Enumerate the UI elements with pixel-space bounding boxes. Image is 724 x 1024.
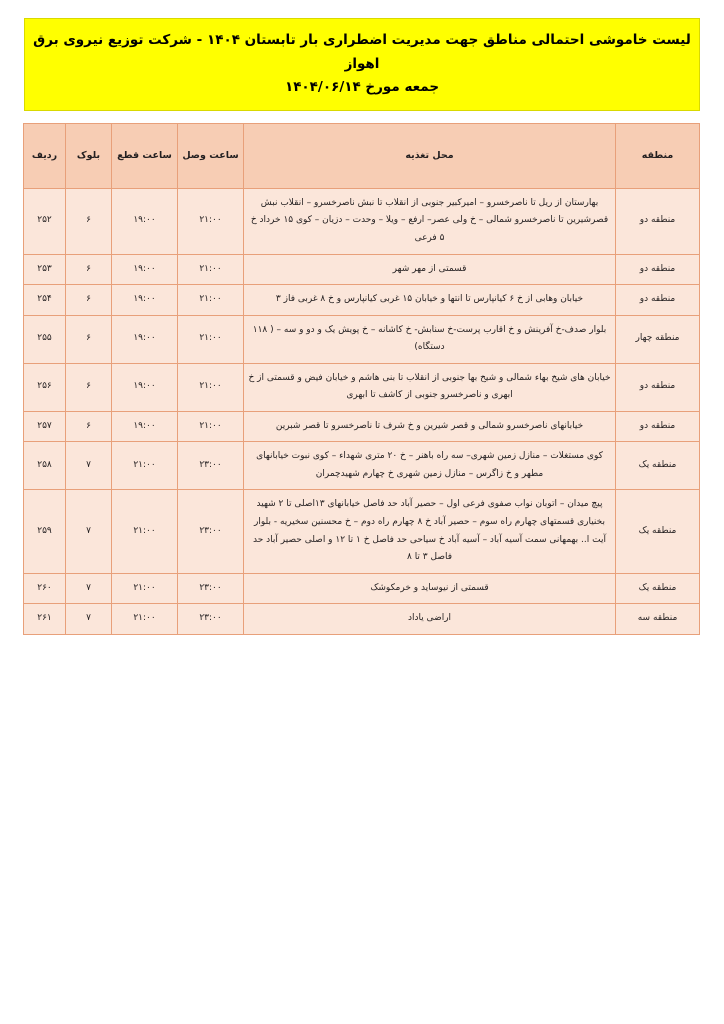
cell-off-time: ۱۹:۰۰ xyxy=(112,254,178,285)
column-header-on-time: ساعت وصل xyxy=(178,123,244,188)
cell-zone: منطقه دو xyxy=(616,254,700,285)
cell-on-time: ۲۱:۰۰ xyxy=(178,254,244,285)
cell-on-time: ۲۱:۰۰ xyxy=(178,363,244,411)
cell-feed-place: اراضی یاداد xyxy=(244,604,616,635)
title-banner xyxy=(24,18,700,111)
cell-row-number: ۲۵۲ xyxy=(24,188,66,254)
table-row xyxy=(24,285,700,316)
table-row xyxy=(24,442,700,490)
cell-on-time: ۲۳:۰۰ xyxy=(178,442,244,490)
document-title-line-2: جمعه مورخ ۱۴۰۴/۰۶/۱۴ xyxy=(284,79,440,96)
cell-on-time: ۲۱:۰۰ xyxy=(178,315,244,363)
cell-feed-place: پیچ میدان – اتوبان نواب صفوی فرعی اول – حصیر آباد حد فاصل خیابانهای ۱۳اصلی تا ۲ شهید بخنیاری قسمتهای چهارم راه سوم – حصیر آباد خ ۸ چهارم راه دوم – خ محسنین سخیریه - بلوار آیت ا.. بهمهانی سمت آسیه آباد – آسیه آباد خ سیاحی حد فاصل خ ۱ تا ۱۲ و اصلی حصیر آباد حد فاصل ۳ تا ۸ xyxy=(244,490,616,573)
cell-row-number: ۲۵۳ xyxy=(24,254,66,285)
document-title-line-1: لیست خاموشی احتمالی مناطق جهت مدیریت اضطراری بار تابستان ۱۴۰۴ - شرکت توزیع نیروی برق اهواز xyxy=(33,32,691,72)
cell-block: ۶ xyxy=(66,363,112,411)
cell-block: ۶ xyxy=(66,411,112,442)
cell-row-number: ۲۵۷ xyxy=(24,411,66,442)
cell-zone: منطقه دو xyxy=(616,188,700,254)
cell-feed-place: قسمتی از مهر شهر xyxy=(244,254,616,285)
cell-feed-place: بهارستان از ریل تا ناصرخسرو – امیرکبیر جنوبی از انقلاب تا نبش ناصرخسرو – انقلاب نبش قصرشیرین تا ناصرخسرو شمالی – خ ولی عصر– ارفع – ویلا – وحدت – دزیان – کوی ۱۵ خرداد خ ۵ فرعی xyxy=(244,188,616,254)
cell-on-time: ۲۱:۰۰ xyxy=(178,411,244,442)
cell-block: ۷ xyxy=(66,573,112,604)
cell-on-time: ۲۳:۰۰ xyxy=(178,604,244,635)
column-header-feed-place: محل تغذیه xyxy=(244,123,616,188)
table-body xyxy=(24,188,700,634)
cell-zone: منطقه یک xyxy=(616,573,700,604)
cell-on-time: ۲۳:۰۰ xyxy=(178,573,244,604)
column-header-row: ردیف xyxy=(24,123,66,188)
cell-row-number: ۲۶۰ xyxy=(24,573,66,604)
cell-zone: منطقه دو xyxy=(616,285,700,316)
table-header xyxy=(24,123,700,188)
table-row xyxy=(24,604,700,635)
cell-off-time: ۲۱:۰۰ xyxy=(112,490,178,573)
cell-feed-place: خیابانهای ناصرخسرو شمالی و قصر شیرین و خ شرف تا ناصرخسرو تا قصر شبرین xyxy=(244,411,616,442)
table-row xyxy=(24,573,700,604)
cell-off-time: ۱۹:۰۰ xyxy=(112,188,178,254)
table-row xyxy=(24,315,700,363)
cell-block: ۶ xyxy=(66,315,112,363)
cell-zone: منطقه چهار xyxy=(616,315,700,363)
column-header-block: بلوک xyxy=(66,123,112,188)
cell-block: ۶ xyxy=(66,285,112,316)
cell-row-number: ۲۵۸ xyxy=(24,442,66,490)
cell-off-time: ۲۱:۰۰ xyxy=(112,442,178,490)
cell-row-number: ۲۵۵ xyxy=(24,315,66,363)
cell-zone: منطقه یک xyxy=(616,490,700,573)
cell-on-time: ۲۳:۰۰ xyxy=(178,490,244,573)
table-row xyxy=(24,254,700,285)
cell-zone: منطقه دو xyxy=(616,411,700,442)
cell-feed-place: بلوار صدف-خ آفرینش و خ اقارب پرست-خ سنابش- خ کاشانه – خ پویش یک و دو و سه – ( ۱۱۸ دستگاه) xyxy=(244,315,616,363)
cell-off-time: ۲۱:۰۰ xyxy=(112,604,178,635)
cell-feed-place: قسمتی از نیوساید و خرمکوشک xyxy=(244,573,616,604)
table-header-row xyxy=(24,123,700,188)
cell-zone: منطقه سه xyxy=(616,604,700,635)
cell-off-time: ۱۹:۰۰ xyxy=(112,315,178,363)
cell-block: ۷ xyxy=(66,442,112,490)
cell-feed-place: خیابان های شیخ بهاء شمالی و شیخ بها جنوبی از انقلاب تا بنی هاشم و خیابان فیض و قسمتی از خ ابهری و ناصرخسرو جنوبی از کاشف تا ابهری xyxy=(244,363,616,411)
cell-block: ۷ xyxy=(66,604,112,635)
table-row xyxy=(24,411,700,442)
cell-feed-place: کوی مستغلات – منازل زمین شهری– سه راه باهنر – خ ۲۰ متری شهداء – کوی نبوت خیابانهای مطهر و خ زاگرس – منازل زمین شهری خ چهارم شهیدچمران xyxy=(244,442,616,490)
cell-row-number: ۲۵۶ xyxy=(24,363,66,411)
table-row xyxy=(24,363,700,411)
column-header-zone: منطقه xyxy=(616,123,700,188)
cell-zone: منطقه دو xyxy=(616,363,700,411)
cell-row-number: ۲۵۴ xyxy=(24,285,66,316)
cell-on-time: ۲۱:۰۰ xyxy=(178,188,244,254)
outage-schedule-table xyxy=(23,123,700,635)
cell-block: ۶ xyxy=(66,188,112,254)
cell-block: ۶ xyxy=(66,254,112,285)
cell-zone: منطقه یک xyxy=(616,442,700,490)
cell-block: ۷ xyxy=(66,490,112,573)
cell-off-time: ۲۱:۰۰ xyxy=(112,573,178,604)
cell-off-time: ۱۹:۰۰ xyxy=(112,285,178,316)
cell-off-time: ۱۹:۰۰ xyxy=(112,363,178,411)
cell-row-number: ۲۵۹ xyxy=(24,490,66,573)
table-row xyxy=(24,490,700,573)
cell-on-time: ۲۱:۰۰ xyxy=(178,285,244,316)
cell-row-number: ۲۶۱ xyxy=(24,604,66,635)
cell-off-time: ۱۹:۰۰ xyxy=(112,411,178,442)
table-row xyxy=(24,188,700,254)
column-header-off-time: ساعت قطع xyxy=(112,123,178,188)
cell-feed-place: خیابان وهابی از خ ۶ کیانپارس تا انتها و خیابان ۱۵ غربی کیانپارس و خ ۸ غربی فاز ۳ xyxy=(244,285,616,316)
